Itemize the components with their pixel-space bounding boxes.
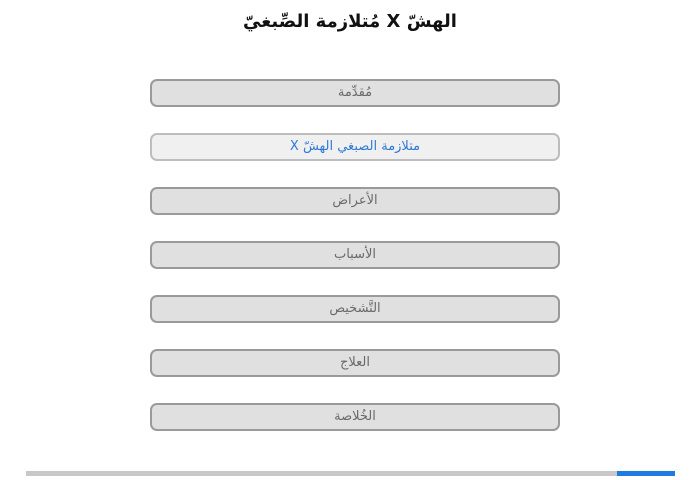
menu-item-diagnosis[interactable]: التَّشخيص	[150, 295, 560, 323]
progress-bar	[26, 471, 675, 476]
menu-item-causes[interactable]: الأسباب	[150, 241, 560, 269]
menu-item-introduction[interactable]: مُقدِّمة	[150, 79, 560, 107]
page-title: الهشّ X مُتلازمة الصِّبغيّ	[243, 11, 457, 32]
progress-bar-fill	[617, 471, 675, 476]
menu-item-fragile-x-syndrome[interactable]: متلازمة الصبغي الهشّ X	[150, 133, 560, 161]
menu-item-treatment[interactable]: العلاج	[150, 349, 560, 377]
menu-item-summary[interactable]: الخُلاصة	[150, 403, 560, 431]
menu-item-symptoms[interactable]: الأعراض	[150, 187, 560, 215]
section-menu	[150, 79, 560, 457]
